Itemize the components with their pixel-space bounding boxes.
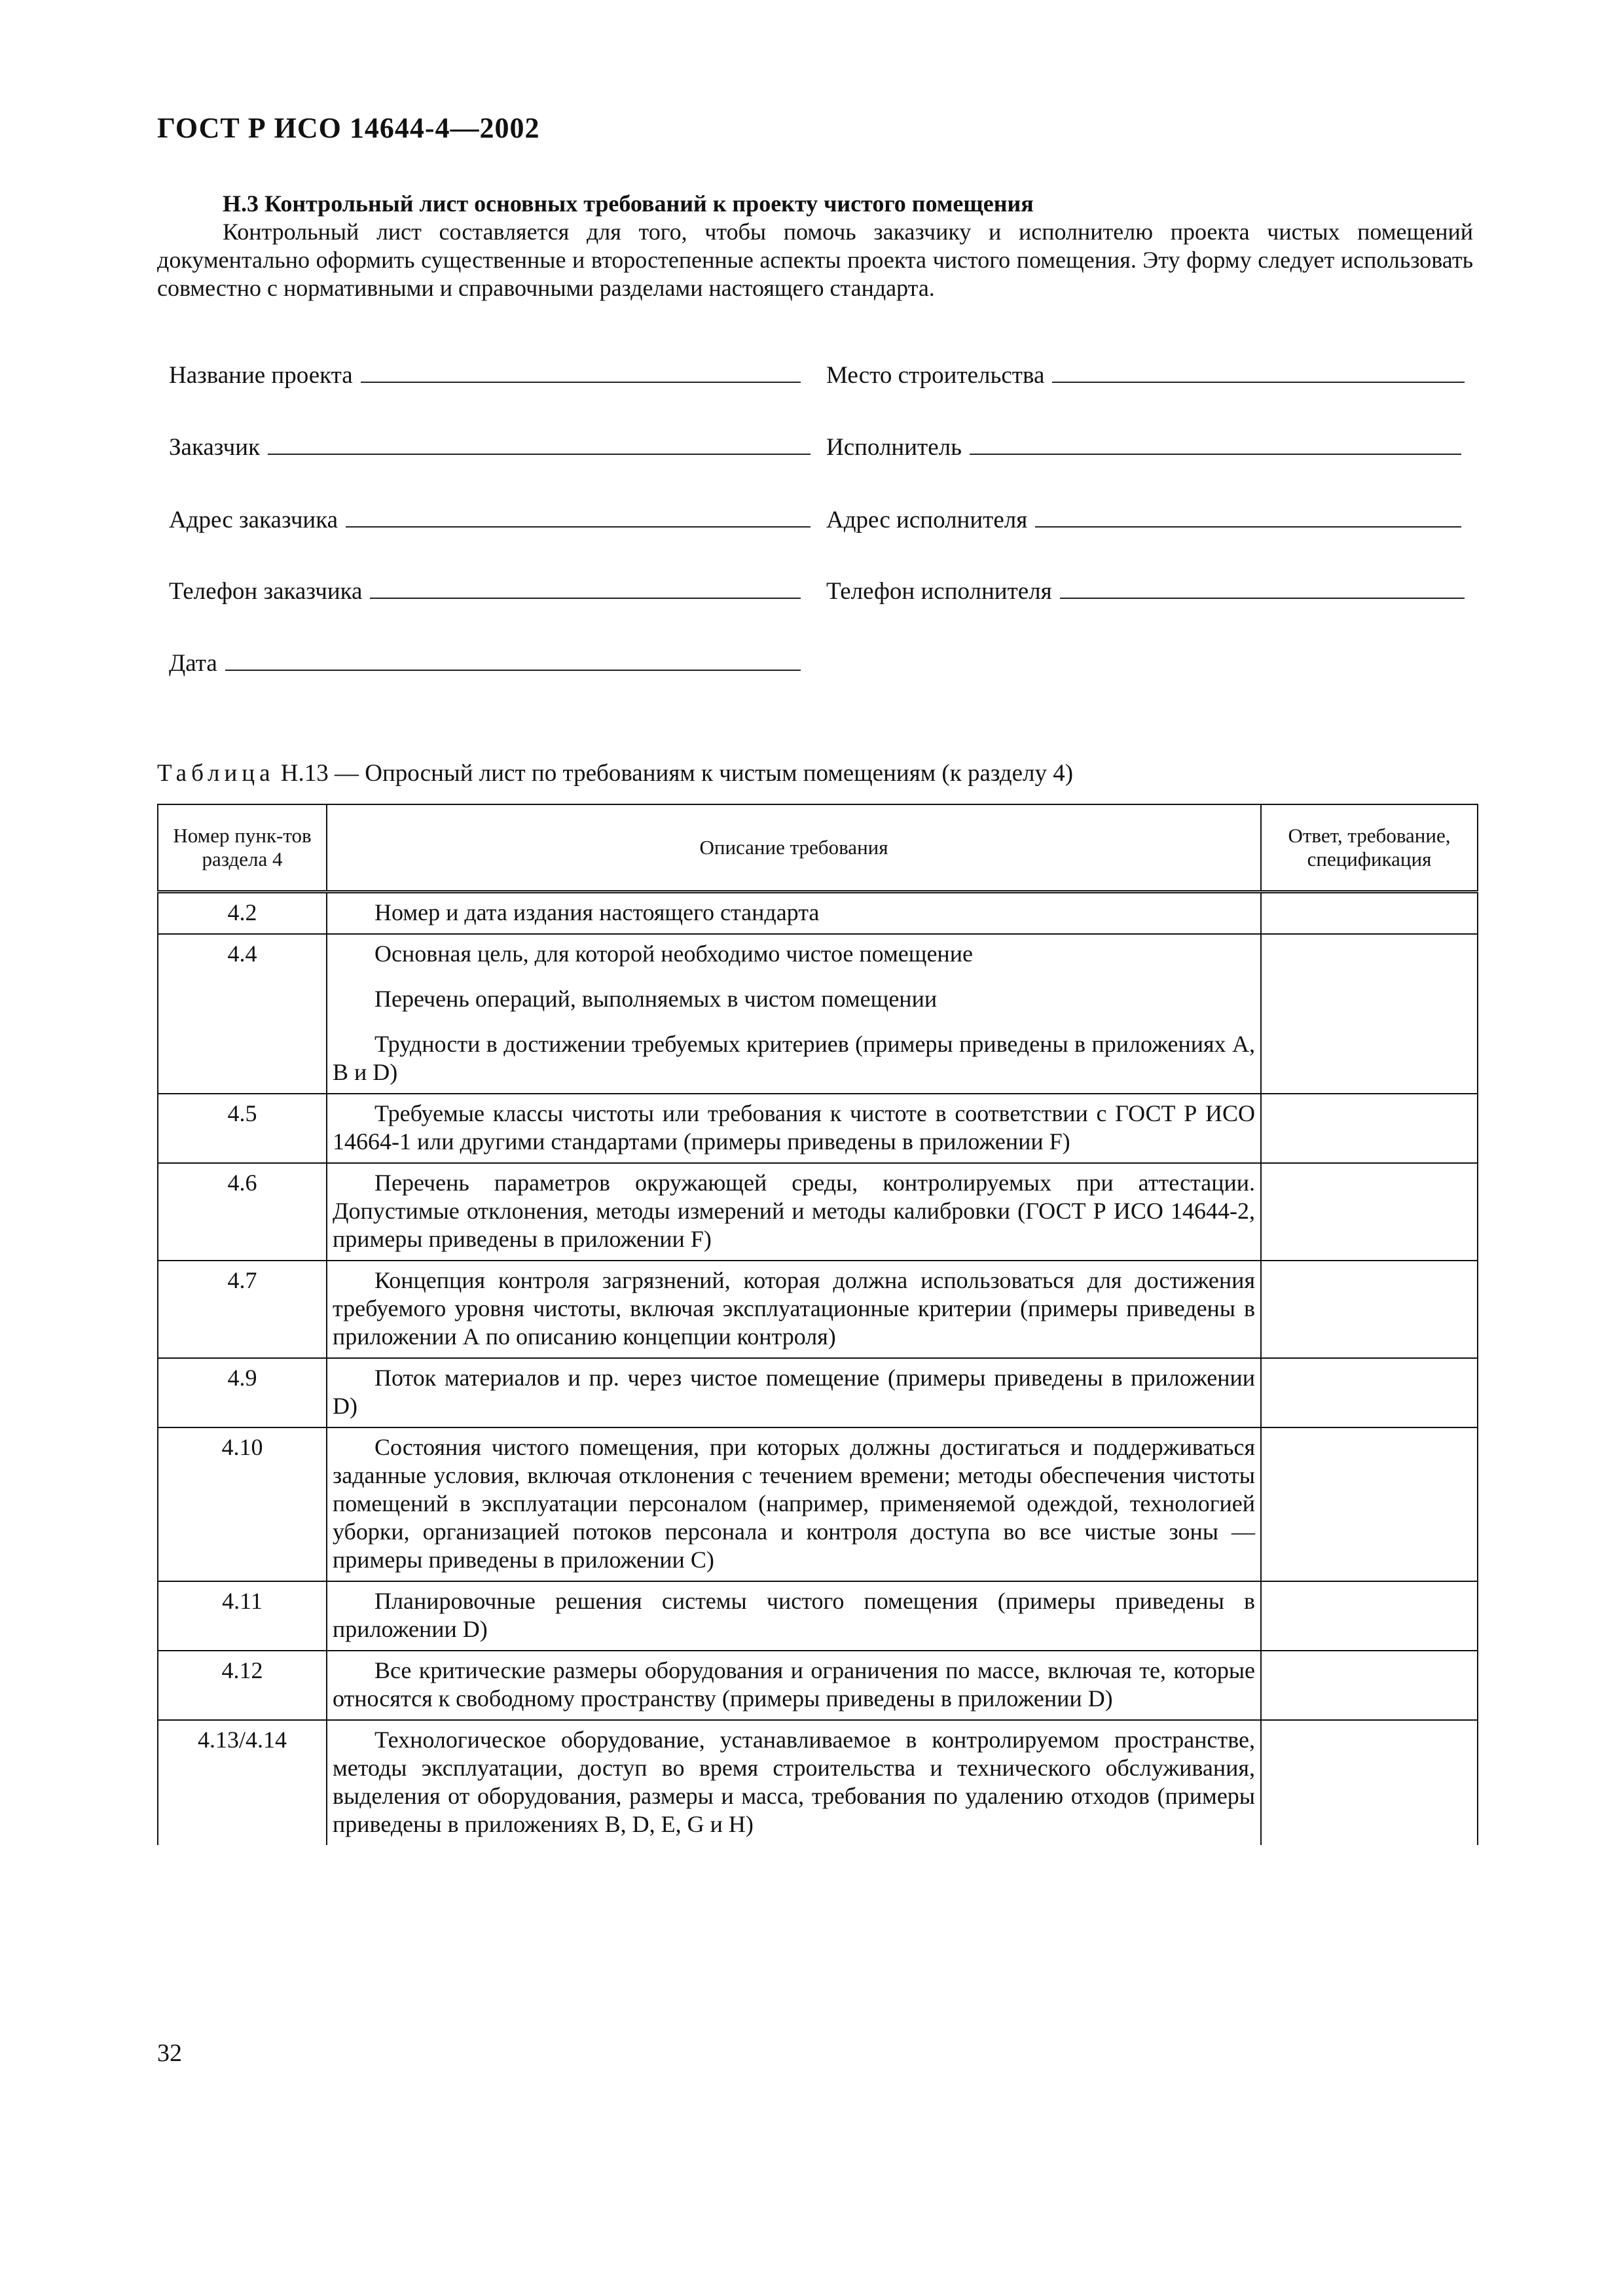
row-number: 4.5 (158, 1094, 327, 1163)
row-number: 4.10 (158, 1427, 327, 1581)
requirement-text: Основная цель, для которой необходимо чистое помещение (374, 941, 973, 967)
row-answer-cell[interactable] (1261, 1581, 1478, 1651)
row-answer-cell[interactable] (1261, 1720, 1478, 1845)
row-description (327, 1581, 1261, 1651)
header-answer: Ответ, требование, спецификация (1261, 804, 1478, 892)
customer-address-label: Адрес заказчика (169, 507, 338, 533)
date-field[interactable] (169, 649, 801, 677)
row-description (327, 1720, 1261, 1845)
table-row (158, 1261, 1478, 1358)
row-answer-cell[interactable] (1261, 892, 1478, 935)
requirement-text: Состояния чистого помещения, при которых должны достигаться и поддерживаться заданные условия, включая отклонения с течением времени; методы обеспечения чистоты помещений в эксплуатации персоналом (например, применяемой одеждой, технологией уборки, организацией потоков персонала и контроля доступа во все чистые зоны — примеры приведены в приложении С) (333, 1434, 1255, 1573)
contractor-phone-field[interactable] (826, 577, 1465, 605)
date-line[interactable] (225, 650, 801, 671)
row-number: 4.2 (158, 892, 327, 935)
contractor-line[interactable] (970, 434, 1461, 455)
requirement-text: Поток материалов и пр. через чистое помещение (примеры приведены в приложении D) (333, 1365, 1255, 1419)
row-description (327, 934, 1261, 1094)
requirement-text: Все критические размеры оборудования и ограничения по массе, включая те, которые относятся к свободному пространству (примеры приведены в приложении D) (333, 1657, 1255, 1712)
table-row (158, 1094, 1478, 1163)
table-row (158, 1720, 1478, 1845)
row-description (327, 892, 1261, 935)
header-section-number: Номер пунк-тов раздела 4 (158, 804, 327, 892)
row-description (327, 1163, 1261, 1261)
row-number: 4.11 (158, 1581, 327, 1651)
row-description (327, 1427, 1261, 1581)
customer-phone-field[interactable] (169, 577, 801, 605)
table-caption (157, 759, 1073, 787)
contractor-address-line[interactable] (1035, 507, 1461, 528)
table-caption-prefix: Таблица (157, 760, 275, 787)
table-row (158, 892, 1478, 935)
row-answer-cell[interactable] (1261, 934, 1478, 1094)
project-name-field[interactable] (169, 361, 801, 389)
customer-phone-line[interactable] (370, 578, 801, 599)
table-row (158, 1581, 1478, 1651)
row-answer-cell[interactable] (1261, 1163, 1478, 1261)
row-answer-cell[interactable] (1261, 1094, 1478, 1163)
contractor-address-field[interactable] (826, 506, 1461, 534)
project-name-label: Название проекта (169, 362, 353, 389)
construction-site-label: Место строительства (826, 362, 1045, 389)
row-number: 4.7 (158, 1261, 327, 1358)
page-number: 32 (157, 2039, 182, 2067)
row-answer-cell[interactable] (1261, 1358, 1478, 1427)
project-name-line[interactable] (361, 362, 801, 383)
document-title: ГОСТ Р ИСО 14644-4—2002 (157, 112, 540, 144)
row-answer-cell[interactable] (1261, 1651, 1478, 1720)
table-row (158, 934, 1478, 1094)
requirement-text: Перечень операций, выполняемых в чистом помещении (374, 986, 938, 1012)
row-description (327, 1094, 1261, 1163)
row-number: 4.4 (158, 934, 327, 1094)
row-number: 4.9 (158, 1358, 327, 1427)
construction-site-field[interactable] (826, 361, 1465, 389)
table-row (158, 1651, 1478, 1720)
customer-address-field[interactable] (169, 506, 811, 534)
table-row (158, 1427, 1478, 1581)
contractor-address-label: Адрес исполнителя (826, 507, 1028, 533)
requirement-text: Концепция контроля загрязнений, которая должна использоваться для достижения требуемого уровня чистоты, включая эксплуатационные критерии (примеры приведены в приложении А по описанию концепции контроля) (333, 1267, 1255, 1350)
contractor-label: Исполнитель (826, 434, 962, 461)
requirement-text: Требуемые классы чистоты или требования к чистоте в соответствии с ГОСТ Р ИСО 14664-1 или другими стандартами (примеры приведены в приложении F) (333, 1100, 1255, 1155)
customer-address-line[interactable] (346, 507, 811, 528)
row-number: 4.13/4.14 (158, 1720, 327, 1845)
table-header-row (158, 804, 1478, 892)
row-description (327, 1261, 1261, 1358)
customer-phone-label: Телефон заказчика (169, 578, 363, 605)
customer-label: Заказчик (169, 434, 261, 461)
requirement-text: Перечень параметров окружающей среды, контролируемых при аттестации. Допустимые отклонения, методы измерений и методы калибровки (ГОСТ Р ИСО 14644-2, примеры приведены в приложении F) (333, 1170, 1255, 1252)
table-row (158, 1163, 1478, 1261)
section-title: Н.3 Контрольный лист основных требований к проекту чистого помещения (223, 190, 1034, 217)
section-h3 (157, 190, 1473, 302)
row-description (327, 1651, 1261, 1720)
contractor-phone-label: Телефон исполнителя (826, 578, 1052, 605)
requirement-text: Трудности в достижении требуемых критериев (примеры приведены в приложениях А, В и D) (333, 1031, 1255, 1085)
row-answer-cell[interactable] (1261, 1261, 1478, 1358)
row-number: 4.6 (158, 1163, 327, 1261)
row-description (327, 1358, 1261, 1427)
section-text: Контрольный лист составляется для того, чтобы помочь заказчику и исполнителю проекта чистых помещений документально оформить существенные и второстепенные аспекты проекта чистого помещения. Эту форму следует использовать совместно с нормативными и справочными разделами настоящего стандарта. (157, 219, 1473, 301)
construction-site-line[interactable] (1052, 362, 1465, 383)
header-description: Описание требования (327, 804, 1261, 892)
contractor-phone-line[interactable] (1060, 578, 1465, 599)
requirement-text: Планировочные решения системы чистого помещения (примеры приведены в приложении D) (333, 1588, 1255, 1642)
requirement-text: Технологическое оборудование, устанавливаемое в контролируемом пространстве, методы эксплуатации, доступ во время строительства и технического обслуживания, выделения от оборудования, размеры и масса, требования по удалению отходов (примеры приведены в приложениях В, D, E, G и H) (333, 1727, 1255, 1837)
requirement-text: Номер и дата издания настоящего стандарта (374, 899, 820, 925)
customer-field[interactable] (169, 433, 811, 461)
requirements-table (157, 804, 1478, 1845)
table-caption-text: Н.13 — Опросный лист по требованиям к чистым помещениям (к разделу 4) (274, 760, 1074, 787)
table-row (158, 1358, 1478, 1427)
row-answer-cell[interactable] (1261, 1427, 1478, 1581)
date-label: Дата (169, 650, 217, 677)
customer-line[interactable] (268, 434, 811, 455)
contractor-field[interactable] (826, 433, 1461, 461)
row-number: 4.12 (158, 1651, 327, 1720)
